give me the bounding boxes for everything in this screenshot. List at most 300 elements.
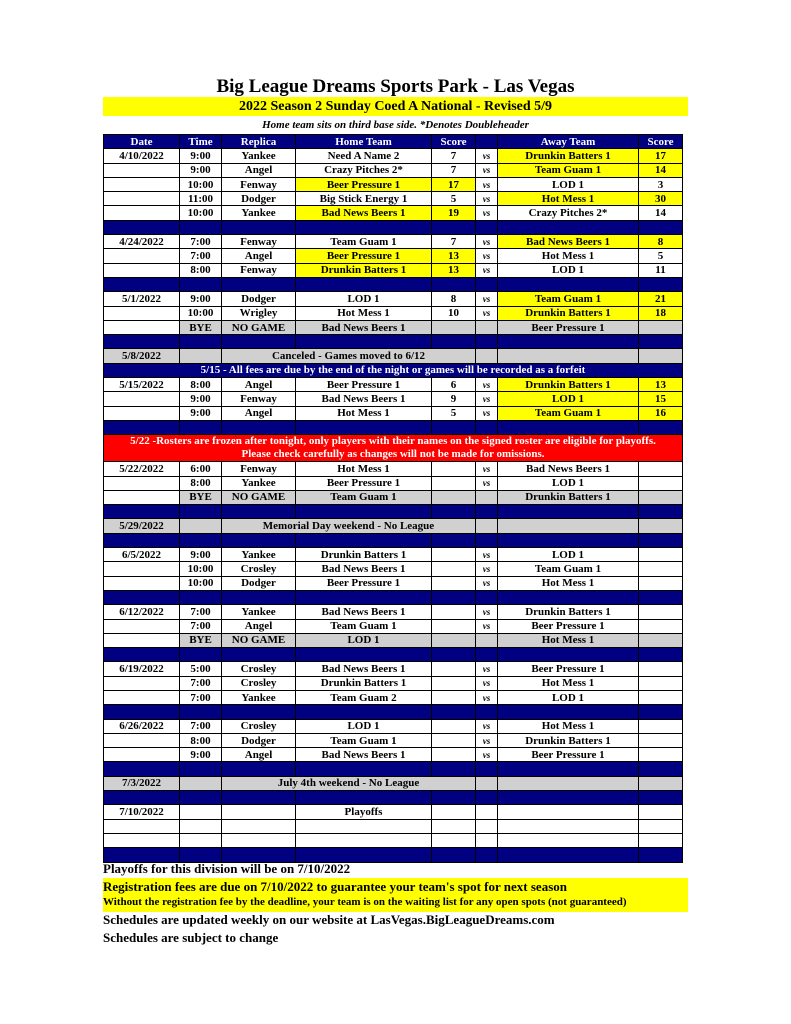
- separator-cell: [498, 220, 639, 234]
- separator-cell: [180, 762, 222, 776]
- separator-cell: [498, 335, 639, 349]
- home-team-cell: [296, 833, 432, 847]
- away-score-cell: [639, 819, 683, 833]
- home-score-cell: [432, 476, 476, 490]
- replica-cell: NO GAME: [222, 633, 296, 647]
- time-cell: 9:00: [180, 149, 222, 163]
- away-team-cell: Bad News Beers 1: [498, 462, 639, 476]
- vs-cell: vs: [476, 662, 498, 676]
- time-cell: 8:00: [180, 378, 222, 392]
- bye-row: [104, 320, 683, 334]
- vs-cell: vs: [476, 733, 498, 747]
- vs-cell: vs: [476, 476, 498, 490]
- home-score-cell: [432, 690, 476, 704]
- separator-cell: [296, 791, 432, 805]
- away-score-cell: 8: [639, 235, 683, 249]
- home-team-cell: Team Guam 1: [296, 619, 432, 633]
- home-team-note: Home team sits on third base side. *Denotes Doubleheader: [262, 119, 529, 131]
- away-score-cell: [639, 805, 683, 819]
- game-row: [104, 149, 683, 163]
- time-cell: [180, 519, 222, 533]
- game-row: [104, 605, 683, 619]
- replica-cell: Angel: [222, 378, 296, 392]
- time-cell: 9:00: [180, 392, 222, 406]
- time-cell: [180, 833, 222, 847]
- separator-cell: [639, 277, 683, 291]
- separator-row: [104, 277, 683, 291]
- separator-cell: [222, 848, 296, 862]
- registration-box: [103, 878, 688, 912]
- away-team-cell: LOD 1: [498, 548, 639, 562]
- separator-cell: [296, 533, 432, 547]
- away-team-cell: Hot Mess 1: [498, 249, 639, 263]
- away-score-cell: 16: [639, 406, 683, 420]
- away-score-cell: [639, 619, 683, 633]
- home-team-cell: LOD 1: [296, 292, 432, 306]
- time-cell: 9:00: [180, 292, 222, 306]
- roster-warning-line2: Please check carefully as changes will not be made for omissions.: [241, 448, 545, 461]
- separator-row: [104, 505, 683, 519]
- away-team-cell: Team Guam 1: [498, 292, 639, 306]
- home-score-cell: 17: [432, 177, 476, 191]
- time-cell: 7:00: [180, 605, 222, 619]
- vs-cell: [476, 833, 498, 847]
- home-score-cell: [432, 748, 476, 762]
- replica-cell: Angel: [222, 249, 296, 263]
- separator-cell: [222, 533, 296, 547]
- season-subtitle: 2022 Season 2 Sunday Coed A National - Revised 5/9: [103, 97, 688, 116]
- separator-cell: [180, 220, 222, 234]
- home-team-cell: Beer Pressure 1: [296, 476, 432, 490]
- no-games-message: July 4th weekend - No League: [222, 776, 476, 790]
- vs-cell: vs: [476, 249, 498, 263]
- separator-cell: [498, 277, 639, 291]
- away-score-cell: 14: [639, 163, 683, 177]
- separator-cell: [476, 220, 498, 234]
- separator-cell: [222, 648, 296, 662]
- away-team-header: Away Team: [498, 135, 639, 149]
- separator-cell: [222, 420, 296, 434]
- separator-cell: [639, 420, 683, 434]
- replica-cell: Angel: [222, 619, 296, 633]
- separator-cell: [476, 420, 498, 434]
- separator-cell: [104, 277, 180, 291]
- home-team-cell: Beer Pressure 1: [296, 378, 432, 392]
- registration-note: Registration fees are due on 7/10/2022 to guarantee your team's spot for next season: [103, 879, 567, 894]
- home-team-cell: Hot Mess 1: [296, 462, 432, 476]
- date-cell: 5/1/2022: [104, 292, 180, 306]
- game-row: [104, 719, 683, 733]
- separator-cell: [432, 420, 476, 434]
- replica-cell: [222, 833, 296, 847]
- home-score-cell: [432, 719, 476, 733]
- replica-cell: Dodger: [222, 192, 296, 206]
- game-row: [104, 306, 683, 320]
- home-team-cell: Bad News Beers 1: [296, 605, 432, 619]
- home-team-cell: Bad News Beers 1: [296, 206, 432, 220]
- away-score-cell: [639, 605, 683, 619]
- away-team-cell: Hot Mess 1: [498, 192, 639, 206]
- away-score-cell: [639, 833, 683, 847]
- home-score-cell: [432, 633, 476, 647]
- date-cell: [104, 163, 180, 177]
- separator-cell: [180, 648, 222, 662]
- replica-cell: Yankee: [222, 476, 296, 490]
- away-score-cell: 13: [639, 378, 683, 392]
- time-cell: [180, 819, 222, 833]
- date-cell: 5/15/2022: [104, 378, 180, 392]
- vs-cell: vs: [476, 719, 498, 733]
- away-score-cell: [639, 519, 683, 533]
- away-team-cell: Hot Mess 1: [498, 676, 639, 690]
- separator-cell: [296, 590, 432, 604]
- away-score-cell: [639, 662, 683, 676]
- replica-cell: Crosley: [222, 676, 296, 690]
- away-team-cell: Beer Pressure 1: [498, 320, 639, 334]
- roster-warning-line1: 5/22 -Rosters are frozen after tonight, only players with their names on the signed roster are eligible for playoffs.: [130, 435, 656, 448]
- away-score-cell: [639, 548, 683, 562]
- away-team-cell: Drunkin Batters 1: [498, 733, 639, 747]
- vs-cell: vs: [476, 605, 498, 619]
- time-cell: 7:00: [180, 719, 222, 733]
- game-row: [104, 249, 683, 263]
- game-row: [104, 548, 683, 562]
- separator-cell: [296, 848, 432, 862]
- away-team-cell: Beer Pressure 1: [498, 662, 639, 676]
- date-cell: [104, 306, 180, 320]
- replica-cell: Yankee: [222, 149, 296, 163]
- game-row: [104, 676, 683, 690]
- home-team-header: Home Team: [296, 135, 432, 149]
- vs-cell: vs: [476, 235, 498, 249]
- separator-row: [104, 335, 683, 349]
- away-team-cell: [498, 805, 639, 819]
- home-team-cell: Team Guam 1: [296, 490, 432, 504]
- away-score-cell: [639, 576, 683, 590]
- home-team-cell: Drunkin Batters 1: [296, 676, 432, 690]
- away-score-cell: [639, 462, 683, 476]
- replica-cell: Yankee: [222, 690, 296, 704]
- bye-row: [104, 633, 683, 647]
- vs-cell: [476, 805, 498, 819]
- date-cell: 5/8/2022: [104, 349, 180, 363]
- vs-cell: vs: [476, 177, 498, 191]
- vs-cell: vs: [476, 149, 498, 163]
- game-row: [104, 805, 683, 819]
- away-score-cell: 14: [639, 206, 683, 220]
- time-cell: 7:00: [180, 619, 222, 633]
- schedule-table: [103, 134, 683, 863]
- replica-cell: Dodger: [222, 733, 296, 747]
- replica-cell: NO GAME: [222, 490, 296, 504]
- vs-cell: vs: [476, 690, 498, 704]
- vs-cell: [476, 349, 498, 363]
- separator-row: [104, 220, 683, 234]
- separator-cell: [432, 505, 476, 519]
- separator-cell: [104, 505, 180, 519]
- separator-cell: [432, 533, 476, 547]
- no-games-message: Canceled - Games moved to 6/12: [222, 349, 476, 363]
- away-score-cell: 11: [639, 263, 683, 277]
- home-score-cell: [432, 490, 476, 504]
- separator-cell: [476, 533, 498, 547]
- replica-cell: [222, 805, 296, 819]
- home-score-cell: [432, 462, 476, 476]
- date-cell: [104, 676, 180, 690]
- date-cell: 4/24/2022: [104, 235, 180, 249]
- separator-cell: [180, 590, 222, 604]
- separator-cell: [222, 791, 296, 805]
- date-cell: 6/26/2022: [104, 719, 180, 733]
- home-score-cell: [432, 805, 476, 819]
- time-cell: 9:00: [180, 406, 222, 420]
- separator-cell: [476, 648, 498, 662]
- separator-cell: [639, 648, 683, 662]
- separator-row: [104, 648, 683, 662]
- away-score-cell: 15: [639, 392, 683, 406]
- separator-cell: [296, 762, 432, 776]
- home-team-cell: Playoffs: [296, 805, 432, 819]
- date-cell: [104, 249, 180, 263]
- home-team-cell: Bad News Beers 1: [296, 320, 432, 334]
- time-cell: [180, 805, 222, 819]
- separator-cell: [296, 705, 432, 719]
- date-cell: 7/10/2022: [104, 805, 180, 819]
- replica-cell: Fenway: [222, 392, 296, 406]
- home-team-cell: Bad News Beers 1: [296, 392, 432, 406]
- separator-cell: [498, 505, 639, 519]
- time-cell: BYE: [180, 320, 222, 334]
- time-cell: 8:00: [180, 733, 222, 747]
- waiting-list-note: Without the registration fee by the deadline, your team is on the waiting list for any open spots (not guaranteed): [103, 896, 627, 908]
- away-score-cell: 21: [639, 292, 683, 306]
- separator-cell: [476, 791, 498, 805]
- date-cell: [104, 562, 180, 576]
- roster-warning-row: [104, 435, 683, 462]
- vs-cell: vs: [476, 462, 498, 476]
- replica-cell: Crosley: [222, 662, 296, 676]
- date-cell: [104, 690, 180, 704]
- replica-cell: Crosley: [222, 562, 296, 576]
- replica-cell: Angel: [222, 748, 296, 762]
- notice-row: [104, 363, 683, 377]
- home-score-cell: [432, 819, 476, 833]
- home-score-cell: [432, 320, 476, 334]
- separator-cell: [639, 220, 683, 234]
- vs-header: [476, 135, 498, 149]
- home-score-cell: 10: [432, 306, 476, 320]
- replica-cell: Angel: [222, 163, 296, 177]
- home-score-cell: 19: [432, 206, 476, 220]
- home-team-cell: Crazy Pitches 2*: [296, 163, 432, 177]
- separator-cell: [180, 277, 222, 291]
- separator-cell: [432, 762, 476, 776]
- separator-cell: [432, 705, 476, 719]
- away-score-cell: 5: [639, 249, 683, 263]
- game-row: [104, 476, 683, 490]
- date-cell: [104, 576, 180, 590]
- separator-row: [104, 420, 683, 434]
- date-cell: 6/12/2022: [104, 605, 180, 619]
- vs-cell: [476, 490, 498, 504]
- away-score-cell: [639, 490, 683, 504]
- separator-cell: [296, 277, 432, 291]
- replica-cell: Crosley: [222, 719, 296, 733]
- separator-cell: [476, 277, 498, 291]
- date-cell: [104, 748, 180, 762]
- home-team-cell: Drunkin Batters 1: [296, 263, 432, 277]
- separator-cell: [104, 648, 180, 662]
- home-score-cell: 13: [432, 249, 476, 263]
- game-row: [104, 819, 683, 833]
- separator-cell: [104, 590, 180, 604]
- home-team-cell: Bad News Beers 1: [296, 748, 432, 762]
- website-note: Schedules are updated weekly on our website at LasVegas.BigLeagueDreams.com: [103, 912, 555, 927]
- time-cell: 10:00: [180, 306, 222, 320]
- time-header: Time: [180, 135, 222, 149]
- replica-cell: NO GAME: [222, 320, 296, 334]
- replica-cell: Fenway: [222, 235, 296, 249]
- separator-cell: [498, 420, 639, 434]
- separator-cell: [222, 220, 296, 234]
- time-cell: 7:00: [180, 249, 222, 263]
- date-cell: [104, 206, 180, 220]
- home-score-cell: [432, 662, 476, 676]
- separator-cell: [498, 533, 639, 547]
- away-team-cell: Beer Pressure 1: [498, 748, 639, 762]
- separator-cell: [432, 590, 476, 604]
- away-team-cell: LOD 1: [498, 177, 639, 191]
- separator-cell: [639, 590, 683, 604]
- home-score-cell: [432, 548, 476, 562]
- time-cell: 7:00: [180, 235, 222, 249]
- away-score-cell: [639, 776, 683, 790]
- time-cell: [180, 776, 222, 790]
- separator-cell: [432, 848, 476, 862]
- time-cell: 9:00: [180, 748, 222, 762]
- vs-cell: vs: [476, 192, 498, 206]
- home-team-cell: LOD 1: [296, 719, 432, 733]
- vs-cell: vs: [476, 392, 498, 406]
- home-score-cell: [432, 576, 476, 590]
- home-team-cell: Need A Name 2: [296, 149, 432, 163]
- away-team-cell: Drunkin Batters 1: [498, 378, 639, 392]
- separator-cell: [432, 648, 476, 662]
- separator-row: [104, 705, 683, 719]
- away-team-cell: LOD 1: [498, 476, 639, 490]
- replica-cell: Fenway: [222, 462, 296, 476]
- home-team-cell: [296, 819, 432, 833]
- home-score-header: Score: [432, 135, 476, 149]
- away-score-cell: 30: [639, 192, 683, 206]
- home-team-cell: Hot Mess 1: [296, 306, 432, 320]
- no-games-row: [104, 349, 683, 363]
- playoffs-note: Playoffs for this division will be on 7/10/2022: [103, 861, 351, 876]
- separator-cell: [432, 791, 476, 805]
- away-team-cell: Team Guam 1: [498, 163, 639, 177]
- separator-cell: [296, 335, 432, 349]
- away-team-cell: Drunkin Batters 1: [498, 490, 639, 504]
- vs-cell: vs: [476, 263, 498, 277]
- separator-cell: [180, 533, 222, 547]
- no-games-row: [104, 519, 683, 533]
- home-score-cell: 13: [432, 263, 476, 277]
- separator-cell: [498, 705, 639, 719]
- time-cell: 9:00: [180, 548, 222, 562]
- home-team-cell: Beer Pressure 1: [296, 576, 432, 590]
- no-games-message: Memorial Day weekend - No League: [222, 519, 476, 533]
- away-score-cell: [639, 748, 683, 762]
- home-score-cell: 5: [432, 192, 476, 206]
- game-row: [104, 733, 683, 747]
- separator-cell: [432, 277, 476, 291]
- game-row: [104, 619, 683, 633]
- separator-cell: [639, 791, 683, 805]
- home-team-cell: Bad News Beers 1: [296, 562, 432, 576]
- away-team-cell: [498, 519, 639, 533]
- date-cell: [104, 490, 180, 504]
- separator-cell: [180, 791, 222, 805]
- game-row: [104, 392, 683, 406]
- away-team-cell: [498, 776, 639, 790]
- separator-cell: [104, 705, 180, 719]
- separator-cell: [222, 705, 296, 719]
- away-team-cell: Hot Mess 1: [498, 719, 639, 733]
- replica-cell: Yankee: [222, 548, 296, 562]
- home-team-cell: Team Guam 2: [296, 690, 432, 704]
- home-team-cell: Beer Pressure 1: [296, 249, 432, 263]
- game-row: [104, 833, 683, 847]
- date-cell: [104, 619, 180, 633]
- separator-cell: [104, 762, 180, 776]
- home-team-cell: Team Guam 1: [296, 733, 432, 747]
- time-cell: 7:00: [180, 676, 222, 690]
- date-cell: [104, 833, 180, 847]
- replica-cell: Yankee: [222, 605, 296, 619]
- vs-cell: vs: [476, 163, 498, 177]
- game-row: [104, 576, 683, 590]
- vs-cell: vs: [476, 576, 498, 590]
- away-score-cell: 3: [639, 177, 683, 191]
- vs-cell: [476, 819, 498, 833]
- separator-cell: [104, 335, 180, 349]
- game-row: [104, 690, 683, 704]
- away-score-header: Score: [639, 135, 683, 149]
- separator-cell: [476, 848, 498, 862]
- separator-cell: [104, 533, 180, 547]
- separator-cell: [498, 590, 639, 604]
- vs-cell: vs: [476, 292, 498, 306]
- separator-cell: [639, 705, 683, 719]
- separator-cell: [639, 533, 683, 547]
- separator-cell: [104, 220, 180, 234]
- separator-cell: [180, 505, 222, 519]
- time-cell: 10:00: [180, 177, 222, 191]
- separator-cell: [476, 705, 498, 719]
- separator-cell: [296, 505, 432, 519]
- game-row: [104, 263, 683, 277]
- game-row: [104, 406, 683, 420]
- time-cell: BYE: [180, 490, 222, 504]
- time-cell: 11:00: [180, 192, 222, 206]
- game-row: [104, 163, 683, 177]
- home-team-cell: Beer Pressure 1: [296, 177, 432, 191]
- date-cell: [104, 406, 180, 420]
- no-games-row: [104, 776, 683, 790]
- game-row: [104, 235, 683, 249]
- replica-cell: Fenway: [222, 263, 296, 277]
- time-cell: 9:00: [180, 163, 222, 177]
